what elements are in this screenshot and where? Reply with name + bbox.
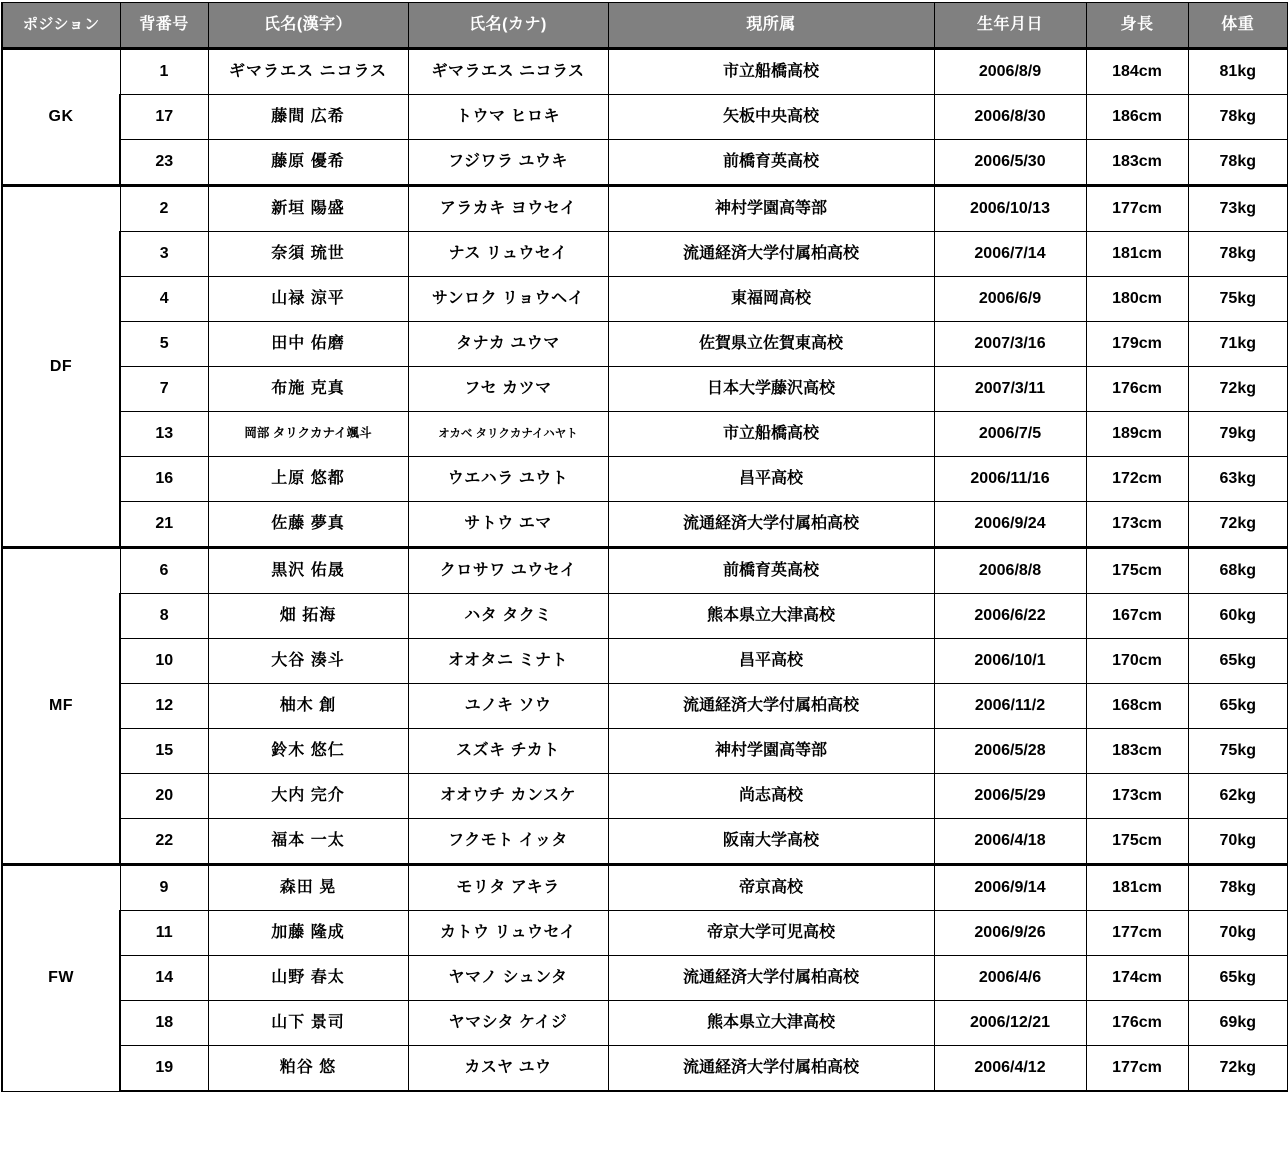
player-height: 170cm <box>1086 639 1188 684</box>
player-birthdate: 2006/7/5 <box>934 412 1086 457</box>
player-name-kanji: 岡部 タリクカナイ颯斗 <box>208 412 408 457</box>
player-number: 3 <box>120 232 208 277</box>
table-row <box>2 911 1288 956</box>
header-row <box>2 3 1288 49</box>
player-name-kana: ヤマノ シュンタ <box>408 956 608 1001</box>
player-name-kanji: 大谷 湊斗 <box>208 639 408 684</box>
player-name-kana: カスヤ ユウ <box>408 1046 608 1092</box>
player-height: 181cm <box>1086 865 1188 911</box>
player-name-kanji: 藤間 広希 <box>208 95 408 140</box>
table-row <box>2 956 1288 1001</box>
player-height: 173cm <box>1086 774 1188 819</box>
player-name-kana: オオウチ カンスケ <box>408 774 608 819</box>
player-name-kanji: 田中 佑磨 <box>208 322 408 367</box>
player-name-kana: スズキ チカト <box>408 729 608 774</box>
player-name-kana: ギマラエス ニコラス <box>408 49 608 95</box>
player-height: 184cm <box>1086 49 1188 95</box>
player-club: 矢板中央高校 <box>608 95 934 140</box>
roster-table <box>1 2 1288 1092</box>
player-weight: 63kg <box>1188 457 1288 502</box>
player-birthdate: 2006/9/14 <box>934 865 1086 911</box>
player-club: 市立船橋高校 <box>608 49 934 95</box>
player-club: 流通経済大学付属柏高校 <box>608 1046 934 1092</box>
player-number: 15 <box>120 729 208 774</box>
table-row <box>2 412 1288 457</box>
player-club: 日本大学藤沢高校 <box>608 367 934 412</box>
player-weight: 72kg <box>1188 367 1288 412</box>
player-name-kanji: 新垣 陽盛 <box>208 186 408 232</box>
player-name-kana: トウマ ヒロキ <box>408 95 608 140</box>
player-club: 帝京大学可児高校 <box>608 911 934 956</box>
header-weight: 体重 <box>1188 3 1288 49</box>
player-name-kanji: ギマラエス ニコラス <box>208 49 408 95</box>
player-height: 174cm <box>1086 956 1188 1001</box>
player-number: 21 <box>120 502 208 548</box>
table-row <box>2 502 1288 548</box>
player-name-kanji: 山禄 涼平 <box>208 277 408 322</box>
player-name-kanji: 鈴木 悠仁 <box>208 729 408 774</box>
header-height: 身長 <box>1086 3 1188 49</box>
player-number: 18 <box>120 1001 208 1046</box>
player-number: 1 <box>120 49 208 95</box>
header-club: 現所属 <box>608 3 934 49</box>
player-club: 熊本県立大津高校 <box>608 1001 934 1046</box>
player-height: 179cm <box>1086 322 1188 367</box>
player-name-kanji: 福本 一太 <box>208 819 408 865</box>
player-number: 4 <box>120 277 208 322</box>
player-height: 186cm <box>1086 95 1188 140</box>
player-birthdate: 2006/5/28 <box>934 729 1086 774</box>
player-birthdate: 2006/10/1 <box>934 639 1086 684</box>
player-birthdate: 2006/5/29 <box>934 774 1086 819</box>
player-weight: 69kg <box>1188 1001 1288 1046</box>
player-weight: 65kg <box>1188 956 1288 1001</box>
player-number: 9 <box>120 865 208 911</box>
player-birthdate: 2007/3/16 <box>934 322 1086 367</box>
table-row <box>2 865 1288 911</box>
player-weight: 81kg <box>1188 49 1288 95</box>
player-club: 阪南大学高校 <box>608 819 934 865</box>
player-club: 東福岡高校 <box>608 277 934 322</box>
player-number: 13 <box>120 412 208 457</box>
player-club: 熊本県立大津高校 <box>608 594 934 639</box>
player-height: 183cm <box>1086 140 1188 186</box>
player-name-kanji: 藤原 優希 <box>208 140 408 186</box>
player-height: 177cm <box>1086 1046 1188 1092</box>
player-number: 5 <box>120 322 208 367</box>
header-birthdate: 生年月日 <box>934 3 1086 49</box>
player-height: 173cm <box>1086 502 1188 548</box>
player-weight: 79kg <box>1188 412 1288 457</box>
player-club: 前橋育英高校 <box>608 140 934 186</box>
player-number: 8 <box>120 594 208 639</box>
table-body <box>2 49 1288 1092</box>
player-club: 神村学園高等部 <box>608 729 934 774</box>
player-name-kana: カトウ リュウセイ <box>408 911 608 956</box>
player-birthdate: 2006/4/6 <box>934 956 1086 1001</box>
player-birthdate: 2006/10/13 <box>934 186 1086 232</box>
player-birthdate: 2006/9/26 <box>934 911 1086 956</box>
player-name-kana: サンロク リョウヘイ <box>408 277 608 322</box>
player-birthdate: 2006/11/2 <box>934 684 1086 729</box>
player-name-kanji: 山野 春太 <box>208 956 408 1001</box>
player-roster <box>0 2 1288 1092</box>
table-row <box>2 548 1288 594</box>
player-club: 佐賀県立佐賀東高校 <box>608 322 934 367</box>
player-birthdate: 2006/9/24 <box>934 502 1086 548</box>
player-name-kanji: 畑 拓海 <box>208 594 408 639</box>
player-birthdate: 2006/4/18 <box>934 819 1086 865</box>
header-number: 背番号 <box>120 3 208 49</box>
player-number: 7 <box>120 367 208 412</box>
player-number: 2 <box>120 186 208 232</box>
player-number: 20 <box>120 774 208 819</box>
player-birthdate: 2006/11/16 <box>934 457 1086 502</box>
table-row <box>2 367 1288 412</box>
player-weight: 72kg <box>1188 1046 1288 1092</box>
player-number: 10 <box>120 639 208 684</box>
player-name-kana: クロサワ ユウセイ <box>408 548 608 594</box>
player-height: 177cm <box>1086 911 1188 956</box>
player-birthdate: 2006/5/30 <box>934 140 1086 186</box>
player-number: 11 <box>120 911 208 956</box>
player-birthdate: 2006/4/12 <box>934 1046 1086 1092</box>
player-name-kana: サトウ エマ <box>408 502 608 548</box>
player-name-kana: ヤマシタ ケイジ <box>408 1001 608 1046</box>
player-club: 流通経済大学付属柏高校 <box>608 956 934 1001</box>
player-number: 16 <box>120 457 208 502</box>
table-row <box>2 1001 1288 1046</box>
player-weight: 60kg <box>1188 594 1288 639</box>
table-row <box>2 729 1288 774</box>
player-birthdate: 2006/8/8 <box>934 548 1086 594</box>
player-weight: 78kg <box>1188 140 1288 186</box>
player-weight: 68kg <box>1188 548 1288 594</box>
player-weight: 75kg <box>1188 277 1288 322</box>
player-name-kana: ウエハラ ユウト <box>408 457 608 502</box>
player-height: 189cm <box>1086 412 1188 457</box>
player-name-kanji: 粕谷 悠 <box>208 1046 408 1092</box>
player-height: 167cm <box>1086 594 1188 639</box>
player-height: 172cm <box>1086 457 1188 502</box>
player-height: 183cm <box>1086 729 1188 774</box>
player-name-kana: ナス リュウセイ <box>408 232 608 277</box>
player-height: 168cm <box>1086 684 1188 729</box>
player-number: 19 <box>120 1046 208 1092</box>
player-weight: 70kg <box>1188 819 1288 865</box>
player-height: 175cm <box>1086 819 1188 865</box>
player-club: 神村学園高等部 <box>608 186 934 232</box>
player-number: 23 <box>120 140 208 186</box>
header-name-kanji: 氏名(漢字） <box>208 3 408 49</box>
player-name-kana: オオタニ ミナト <box>408 639 608 684</box>
player-club: 尚志高校 <box>608 774 934 819</box>
player-height: 180cm <box>1086 277 1188 322</box>
player-name-kanji: 上原 悠都 <box>208 457 408 502</box>
header-position: ポジション <box>2 3 120 49</box>
player-weight: 65kg <box>1188 639 1288 684</box>
table-row <box>2 457 1288 502</box>
player-birthdate: 2007/3/11 <box>934 367 1086 412</box>
player-number: 6 <box>120 548 208 594</box>
player-birthdate: 2006/6/22 <box>934 594 1086 639</box>
player-birthdate: 2006/12/21 <box>934 1001 1086 1046</box>
table-row <box>2 639 1288 684</box>
player-name-kana: アラカキ ヨウセイ <box>408 186 608 232</box>
player-name-kanji: 森田 晃 <box>208 865 408 911</box>
player-height: 176cm <box>1086 1001 1188 1046</box>
table-row <box>2 1046 1288 1092</box>
table-row <box>2 277 1288 322</box>
position-group-label: DF <box>2 186 120 548</box>
player-name-kanji: 加藤 隆成 <box>208 911 408 956</box>
player-club: 流通経済大学付属柏高校 <box>608 232 934 277</box>
player-number: 12 <box>120 684 208 729</box>
player-club: 流通経済大学付属柏高校 <box>608 502 934 548</box>
player-weight: 75kg <box>1188 729 1288 774</box>
player-club: 前橋育英高校 <box>608 548 934 594</box>
player-name-kanji: 布施 克真 <box>208 367 408 412</box>
player-height: 177cm <box>1086 186 1188 232</box>
table-row <box>2 49 1288 95</box>
player-name-kana: フジワラ ユウキ <box>408 140 608 186</box>
player-club: 昌平高校 <box>608 639 934 684</box>
player-name-kana: フセ カツマ <box>408 367 608 412</box>
position-group-label: GK <box>2 49 120 186</box>
player-name-kana: オカベ タリクカナイハヤト <box>408 412 608 457</box>
table-row <box>2 322 1288 367</box>
player-height: 175cm <box>1086 548 1188 594</box>
table-row <box>2 774 1288 819</box>
player-weight: 78kg <box>1188 232 1288 277</box>
player-weight: 62kg <box>1188 774 1288 819</box>
player-name-kanji: 佐藤 夢真 <box>208 502 408 548</box>
player-number: 22 <box>120 819 208 865</box>
table-row <box>2 684 1288 729</box>
player-birthdate: 2006/8/9 <box>934 49 1086 95</box>
player-name-kanji: 柚木 創 <box>208 684 408 729</box>
player-name-kana: ユノキ ソウ <box>408 684 608 729</box>
header-name-kana: 氏名(カナ) <box>408 3 608 49</box>
player-height: 181cm <box>1086 232 1188 277</box>
player-weight: 78kg <box>1188 95 1288 140</box>
player-name-kanji: 大内 完介 <box>208 774 408 819</box>
player-club: 帝京高校 <box>608 865 934 911</box>
player-name-kana: タナカ ユウマ <box>408 322 608 367</box>
player-height: 176cm <box>1086 367 1188 412</box>
player-name-kana: フクモト イッタ <box>408 819 608 865</box>
player-club: 流通経済大学付属柏高校 <box>608 684 934 729</box>
player-name-kana: モリタ アキラ <box>408 865 608 911</box>
table-row <box>2 232 1288 277</box>
player-weight: 65kg <box>1188 684 1288 729</box>
position-group-label: MF <box>2 548 120 865</box>
player-weight: 71kg <box>1188 322 1288 367</box>
player-weight: 70kg <box>1188 911 1288 956</box>
player-name-kanji: 山下 景司 <box>208 1001 408 1046</box>
player-name-kanji: 黒沢 佑晟 <box>208 548 408 594</box>
player-birthdate: 2006/7/14 <box>934 232 1086 277</box>
table-row <box>2 95 1288 140</box>
player-number: 14 <box>120 956 208 1001</box>
player-birthdate: 2006/8/30 <box>934 95 1086 140</box>
table-row <box>2 140 1288 186</box>
player-club: 昌平高校 <box>608 457 934 502</box>
position-group-label: FW <box>2 865 120 1092</box>
player-weight: 72kg <box>1188 502 1288 548</box>
player-birthdate: 2006/6/9 <box>934 277 1086 322</box>
player-number: 17 <box>120 95 208 140</box>
player-weight: 73kg <box>1188 186 1288 232</box>
player-weight: 78kg <box>1188 865 1288 911</box>
table-row <box>2 186 1288 232</box>
player-club: 市立船橋高校 <box>608 412 934 457</box>
table-row <box>2 594 1288 639</box>
table-row <box>2 819 1288 865</box>
table-header <box>2 3 1288 49</box>
player-name-kana: ハタ タクミ <box>408 594 608 639</box>
player-name-kanji: 奈須 琉世 <box>208 232 408 277</box>
